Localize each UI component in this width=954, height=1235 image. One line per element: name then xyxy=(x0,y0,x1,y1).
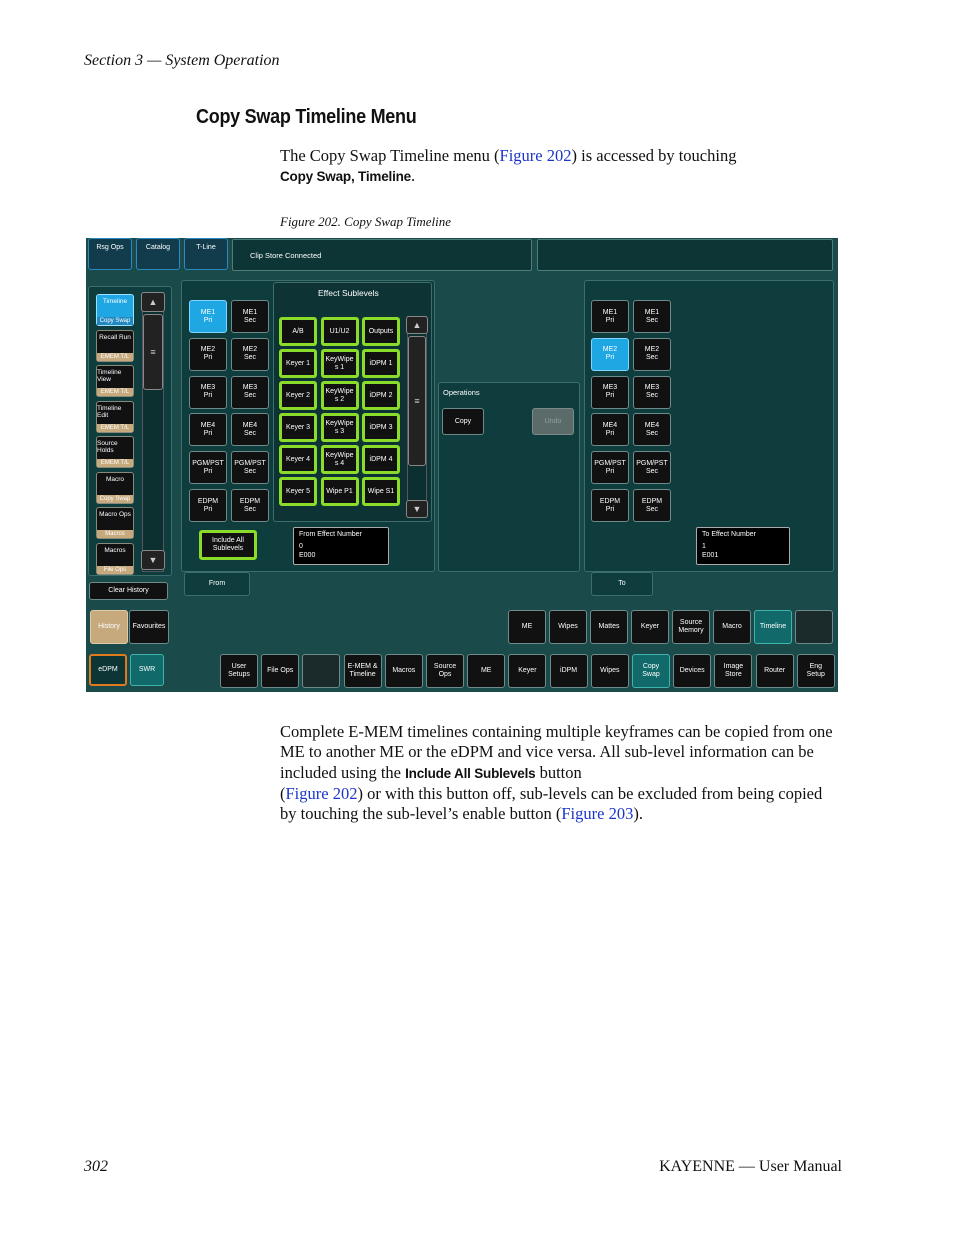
button-label: Ops xyxy=(438,671,452,678)
button-label: Router xyxy=(764,667,786,674)
button-label: Sec xyxy=(645,316,659,324)
sublevel-button-1[interactable] xyxy=(321,317,359,346)
button-label: Outputs xyxy=(368,327,394,335)
button-label: Setups xyxy=(228,671,250,678)
sidebar-item-5[interactable] xyxy=(96,472,134,504)
intro-text: . xyxy=(410,166,416,185)
button-label: Pri xyxy=(203,505,213,513)
from-button-5[interactable] xyxy=(231,376,269,409)
button-label: ME xyxy=(521,623,533,630)
button-label: iDPM 4 xyxy=(369,455,393,463)
sidebar-item-3[interactable] xyxy=(96,401,134,433)
button-label: s 4 xyxy=(334,459,345,467)
history-button[interactable]: History xyxy=(90,610,128,644)
button-label: Wipes xyxy=(558,623,578,630)
button-label: s 1 xyxy=(334,363,345,371)
button-label: Keyer 3 xyxy=(285,423,311,431)
sidebar-item-label: Source Holds xyxy=(97,440,118,454)
scroll-handle-icon[interactable]: ≡ xyxy=(408,336,426,466)
button-label: Mattes xyxy=(598,623,620,630)
menu-top-button-7[interactable] xyxy=(795,610,833,644)
from-button-11[interactable] xyxy=(231,489,269,522)
field-label: To Effect Number xyxy=(702,531,756,538)
menu-top-button-4[interactable] xyxy=(672,610,710,644)
button-label: Sec xyxy=(243,505,257,513)
menu-bottom-button-12[interactable] xyxy=(714,654,752,688)
sidebar-item-sub: Copy Swap xyxy=(97,495,133,503)
menu-top-button-2[interactable] xyxy=(590,610,628,644)
button-label: PGM/PST xyxy=(234,459,266,467)
clear-history-button[interactable]: Clear History xyxy=(89,582,168,600)
sublevel-button-5[interactable] xyxy=(362,349,400,378)
button-label: Pri xyxy=(203,316,213,324)
menu-bottom-button-13[interactable] xyxy=(756,654,794,688)
button-label: E-MEM & xyxy=(347,663,378,670)
sidebar-item-label: Recall Run xyxy=(99,333,131,341)
field-label: From Effect Number xyxy=(299,531,362,538)
menu-top-button-0[interactable] xyxy=(508,610,546,644)
to-effect-number-field[interactable] xyxy=(696,527,790,565)
sublevel-button-6[interactable] xyxy=(279,381,317,410)
body-paragraph xyxy=(280,722,842,824)
top-tab-2[interactable]: T-Line xyxy=(184,238,228,270)
button-label: A/B xyxy=(292,327,304,335)
button-label: Include All xyxy=(212,537,244,544)
menu-top-button-3[interactable] xyxy=(631,610,669,644)
from-button-0[interactable] xyxy=(189,300,227,333)
sidebar-item-1[interactable] xyxy=(96,330,134,362)
scroll-up-icon[interactable]: ▲ xyxy=(141,292,165,312)
button-label: Keyer 1 xyxy=(285,359,311,367)
field-value: 1 xyxy=(702,543,706,550)
to-button-8[interactable] xyxy=(591,451,629,484)
from-button-10[interactable] xyxy=(189,489,227,522)
button-label: KeyWipe xyxy=(325,387,354,395)
button-label: File Ops xyxy=(267,667,294,674)
sublevel-button-3[interactable] xyxy=(279,349,317,378)
button-label: Pri xyxy=(605,354,615,362)
button-label: Sec xyxy=(243,354,257,362)
button-label: Store xyxy=(725,671,742,678)
menu-bottom-button-8[interactable] xyxy=(550,654,588,688)
status-text: Clip Store Connected xyxy=(250,251,322,260)
to-tab[interactable]: To xyxy=(591,572,653,596)
to-button-1[interactable] xyxy=(633,300,671,333)
include-all-sublevels-button[interactable] xyxy=(199,530,257,560)
button-label: ME3 xyxy=(602,384,618,392)
button-label: ME xyxy=(480,667,492,674)
effect-sublevels-title: Effect Sublevels xyxy=(318,288,379,298)
sidebar-item-sub: EMEM T/L xyxy=(97,388,133,396)
from-effect-number-field[interactable] xyxy=(293,527,389,565)
copy-button[interactable]: Copy xyxy=(442,408,484,435)
menu-bottom-button-2[interactable] xyxy=(302,654,340,688)
sidebar-item-label: Timeline View xyxy=(97,369,122,383)
button-label: Pri xyxy=(605,505,615,513)
figure-link[interactable]: Figure 202 xyxy=(285,783,358,803)
button-label: Pri xyxy=(605,316,615,324)
sidebar-item-4[interactable] xyxy=(96,436,134,468)
button-label: Keyer 4 xyxy=(285,455,311,463)
menu-bottom-button-11[interactable] xyxy=(673,654,711,688)
button-label: EDPM xyxy=(197,497,219,505)
to-button-11[interactable] xyxy=(633,489,671,522)
button-label: ME3 xyxy=(644,384,660,392)
menu-bottom-button-3[interactable] xyxy=(344,654,382,688)
copy-swap-screenshot xyxy=(86,238,838,692)
button-label: ME2 xyxy=(602,346,618,354)
from-button-8[interactable] xyxy=(189,451,227,484)
button-label: Sec xyxy=(645,467,659,475)
button-label: Pri xyxy=(203,392,213,400)
undo-button[interactable]: Undo xyxy=(532,408,574,435)
button-label: Pri xyxy=(203,354,213,362)
to-button-3[interactable] xyxy=(633,338,671,371)
button-label: Pri xyxy=(203,429,213,437)
button-label: U1/U2 xyxy=(329,327,350,335)
status-bar-right xyxy=(537,239,833,271)
sublevel-button-11[interactable] xyxy=(362,413,400,442)
menu-bottom-button-14[interactable] xyxy=(797,654,835,688)
body-text: ( xyxy=(280,783,286,803)
button-label: Copy xyxy=(642,663,660,670)
operations-title: Operations xyxy=(443,388,480,397)
sidebar-item-6[interactable] xyxy=(96,507,134,539)
sidebar-item-label: Macros xyxy=(104,546,126,554)
sidebar-item-label: Timeline xyxy=(102,298,128,305)
body-text: Complete E-MEM timelines containing multiple keyframes can be copied from one ME to another ME or the eDPM and vice versa. All sub-level information can be included using the xyxy=(280,722,833,782)
button-label: Sec xyxy=(645,429,659,437)
to-button-10[interactable] xyxy=(591,489,629,522)
sidebar-item-7[interactable] xyxy=(96,543,134,575)
ui-term: Copy Swap, Timeline xyxy=(280,169,411,184)
menu-top-button-5[interactable] xyxy=(713,610,751,644)
button-label: Sec xyxy=(645,354,659,362)
field-value: 0 xyxy=(299,543,303,550)
button-label: Pri xyxy=(605,467,615,475)
swr-button[interactable]: SWR xyxy=(130,654,164,686)
button-label: Sec xyxy=(645,505,659,513)
button-label: Sec xyxy=(243,392,257,400)
field-value: E001 xyxy=(702,552,719,559)
menu-bottom-button-6[interactable] xyxy=(467,654,505,688)
button-label: Sec xyxy=(243,316,257,324)
body-text: ). xyxy=(633,804,643,824)
sublevel-button-10[interactable] xyxy=(321,413,359,442)
button-label: ME4 xyxy=(242,421,258,429)
menu-bottom-button-1[interactable] xyxy=(261,654,299,688)
button-label: Sec xyxy=(243,429,257,437)
to-button-6[interactable] xyxy=(591,413,629,446)
favourites-button[interactable]: Favourites xyxy=(129,610,169,644)
button-label: Source xyxy=(679,619,703,626)
sublevel-button-9[interactable] xyxy=(279,413,317,442)
ui-term: Include All Sublevels xyxy=(405,765,536,781)
button-label: ME4 xyxy=(602,421,618,429)
sidebar-item-sub: Macros xyxy=(97,530,133,538)
button-label: Swap xyxy=(642,671,660,678)
section-title: Copy Swap Timeline Menu xyxy=(196,106,417,128)
button-label: Keyer xyxy=(518,667,537,674)
figure-link[interactable]: Figure 202 xyxy=(499,146,572,165)
sidebar-item-sub: EMEM T/L xyxy=(97,459,133,467)
from-button-1[interactable] xyxy=(231,300,269,333)
sidebar-item-sub: EMEM T/L xyxy=(97,353,133,361)
button-label: iDPM xyxy=(560,667,578,674)
sidebar-item-2[interactable] xyxy=(96,365,134,397)
to-button-4[interactable] xyxy=(591,376,629,409)
sidebar-item-sub: Copy Swap xyxy=(97,317,133,325)
footer-title: KAYENNE — User Manual xyxy=(659,1158,842,1175)
menu-bottom-button-7[interactable] xyxy=(508,654,546,688)
button-label: ME4 xyxy=(200,421,216,429)
menu-bottom-button-4[interactable] xyxy=(385,654,423,688)
button-label: Keyer 2 xyxy=(285,391,311,399)
button-label: Pri xyxy=(605,392,615,400)
sublevel-button-16[interactable] xyxy=(321,477,359,506)
button-label: Pri xyxy=(203,467,213,475)
button-label: Wipe S1 xyxy=(367,487,395,495)
sublevel-button-17[interactable] xyxy=(362,477,400,506)
sublevel-button-2[interactable] xyxy=(362,317,400,346)
from-button-9[interactable] xyxy=(231,451,269,484)
sublevel-button-15[interactable] xyxy=(279,477,317,506)
button-label: PGM/PST xyxy=(636,459,668,467)
button-label: Keyer 5 xyxy=(285,487,311,495)
button-label: s 3 xyxy=(334,427,345,435)
top-tab-0[interactable]: Rsg Ops xyxy=(88,238,132,270)
sidebar-item-label: Macro Ops xyxy=(99,511,131,518)
menu-bottom-button-0[interactable] xyxy=(220,654,258,688)
button-label: Keyer xyxy=(640,623,660,630)
from-button-7[interactable] xyxy=(231,413,269,446)
from-tab[interactable]: From xyxy=(184,572,250,596)
button-label: Timeline xyxy=(759,623,787,630)
button-label: ME4 xyxy=(644,421,660,429)
button-label: Source xyxy=(433,663,457,670)
scroll-up-icon[interactable]: ▲ xyxy=(406,316,428,334)
edpm-button[interactable]: eDPM xyxy=(89,654,127,686)
button-label: Macros xyxy=(392,667,416,674)
sidebar-item-0[interactable] xyxy=(96,294,134,326)
sublevel-button-8[interactable] xyxy=(362,381,400,410)
sidebar-item-sub: EMEM T/L xyxy=(97,424,133,432)
button-label: ME2 xyxy=(644,346,660,354)
to-button-9[interactable] xyxy=(633,451,671,484)
button-label: Image xyxy=(723,663,744,670)
button-label: ME1 xyxy=(644,308,660,316)
menu-top-button-6[interactable] xyxy=(754,610,792,644)
button-label: User xyxy=(231,663,247,670)
button-label: iDPM 3 xyxy=(369,423,393,431)
body-text: ) or with this button off, sub-levels can be excluded from being copied by touching the sub-level’s enable button ( xyxy=(280,783,823,824)
menu-top-button-1[interactable] xyxy=(549,610,587,644)
sublevel-button-4[interactable] xyxy=(321,349,359,378)
button-label: Timeline xyxy=(349,671,376,678)
sublevel-button-14[interactable] xyxy=(362,445,400,474)
to-button-2[interactable] xyxy=(591,338,629,371)
sidebar-item-label: Timeline Edit xyxy=(97,404,122,419)
scroll-down-icon[interactable]: ▼ xyxy=(141,550,165,570)
from-button-6[interactable] xyxy=(189,413,227,446)
sidebar-item-sub: File Ops xyxy=(97,566,133,574)
sublevel-button-12[interactable] xyxy=(279,445,317,474)
page-number: 302 xyxy=(84,1158,108,1175)
from-button-2[interactable] xyxy=(189,338,227,371)
button-label: Macro xyxy=(722,623,742,630)
figure-link[interactable]: Figure 203 xyxy=(561,804,634,824)
button-label: PGM/PST xyxy=(192,459,224,467)
button-label: ME2 xyxy=(200,346,216,354)
running-head: Section 3 — System Operation xyxy=(84,52,280,69)
figure-caption: Figure 202. Copy Swap Timeline xyxy=(280,214,452,229)
button-label: ME1 xyxy=(200,308,216,316)
top-tab-1[interactable]: Catalog xyxy=(136,238,180,270)
from-button-4[interactable] xyxy=(189,376,227,409)
button-label: ME2 xyxy=(242,346,258,354)
intro-paragraph xyxy=(280,146,840,187)
button-label: Pri xyxy=(605,429,615,437)
intro-text: The Copy Swap Timeline menu ( xyxy=(280,146,500,165)
sublevel-button-13[interactable] xyxy=(321,445,359,474)
button-label: KeyWipe xyxy=(325,419,354,427)
button-label: Sublevels xyxy=(212,545,244,552)
button-label: Sec xyxy=(645,392,659,400)
button-label: Sec xyxy=(243,467,257,475)
button-label: PGM/PST xyxy=(594,459,626,467)
button-label: iDPM 1 xyxy=(369,359,393,367)
button-label: Memory xyxy=(678,627,704,634)
menu-bottom-button-10[interactable] xyxy=(632,654,670,688)
button-label: s 2 xyxy=(334,395,345,403)
button-label: Setup xyxy=(806,671,825,678)
field-value: E000 xyxy=(299,552,316,559)
menu-bottom-button-9[interactable] xyxy=(591,654,629,688)
button-label: ME1 xyxy=(242,308,258,316)
button-label: Devices xyxy=(679,667,705,674)
scroll-down-icon[interactable]: ▼ xyxy=(406,500,428,518)
body-text: button xyxy=(535,762,582,782)
button-label: EDPM xyxy=(599,497,621,505)
intro-text: ) is accessed by touching xyxy=(571,146,737,165)
menu-bottom-button-5[interactable] xyxy=(426,654,464,688)
sublevel-button-0[interactable] xyxy=(279,317,317,346)
from-button-3[interactable] xyxy=(231,338,269,371)
button-label: Wipes xyxy=(600,667,620,674)
to-button-7[interactable] xyxy=(633,413,671,446)
button-label: EDPM xyxy=(641,497,663,505)
sublevel-button-7[interactable] xyxy=(321,381,359,410)
button-label: iDPM 2 xyxy=(369,391,393,399)
button-label: ME3 xyxy=(242,384,258,392)
button-label: ME3 xyxy=(200,384,216,392)
to-button-0[interactable] xyxy=(591,300,629,333)
button-label: Wipe P1 xyxy=(326,487,353,495)
button-label: Eng xyxy=(809,663,823,670)
sidebar-item-label: Macro xyxy=(105,475,125,483)
scroll-handle-icon[interactable]: ≡ xyxy=(143,314,163,390)
to-button-5[interactable] xyxy=(633,376,671,409)
button-label: KeyWipe xyxy=(325,355,354,363)
button-label: EDPM xyxy=(239,497,261,505)
button-label: KeyWipe xyxy=(325,451,354,459)
button-label: ME1 xyxy=(602,308,618,316)
